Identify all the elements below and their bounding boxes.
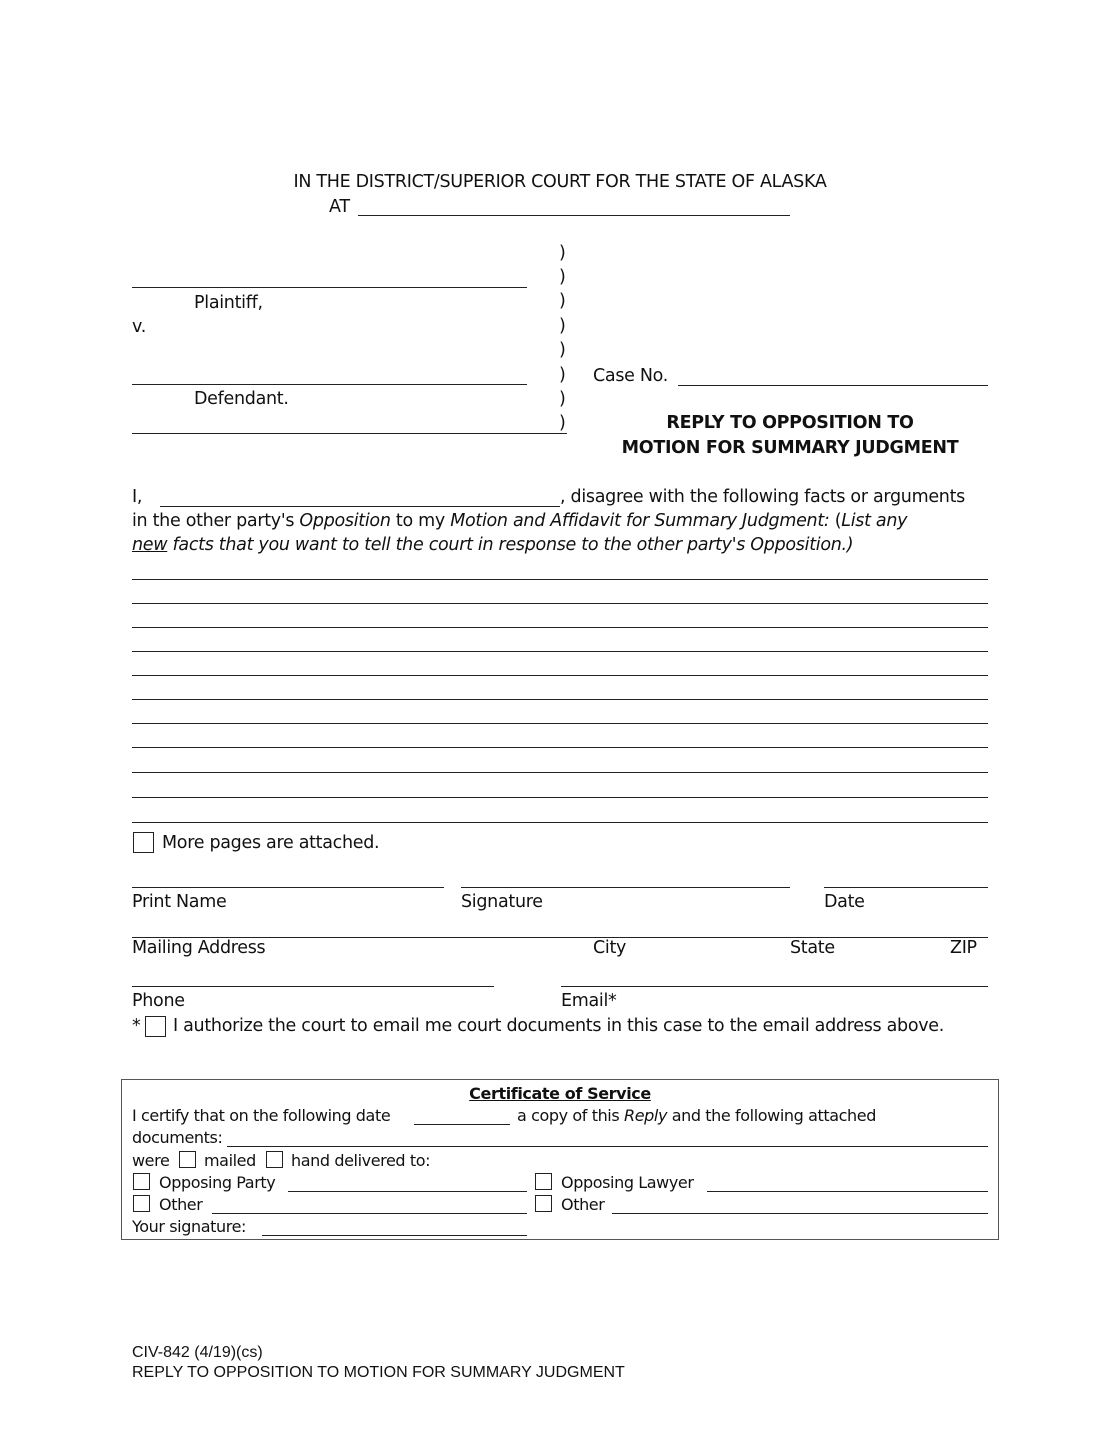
- certificate-title: Certificate of Service: [469, 1084, 651, 1103]
- city-label: City: [593, 938, 627, 958]
- email-label: Email*: [561, 991, 617, 1011]
- facts-line[interactable]: [132, 651, 988, 652]
- defendant-name-field[interactable]: [132, 384, 527, 385]
- instructions-line2: in the other party's Opposition to my Motion and Affidavit for Summary Judgment: (List any: [132, 511, 908, 531]
- opposing-lawyer-field[interactable]: [707, 1191, 988, 1192]
- plaintiff-name-field[interactable]: [132, 287, 527, 288]
- signature-field[interactable]: [461, 887, 790, 888]
- mailed-label: mailed: [204, 1151, 256, 1170]
- paren: ): [559, 316, 566, 336]
- email-field[interactable]: [561, 986, 988, 987]
- defendant-label: Defendant.: [194, 389, 289, 409]
- form-number: CIV-842 (4/19)(cs): [132, 1344, 263, 1361]
- paren: ): [559, 267, 566, 287]
- your-signature-label: Your signature:: [132, 1217, 247, 1236]
- opposing-lawyer-checkbox[interactable]: [535, 1173, 552, 1190]
- intro-prefix: I,: [132, 487, 143, 507]
- at-label: AT: [329, 197, 350, 217]
- facts-line[interactable]: [132, 627, 988, 628]
- other-left-checkbox[interactable]: [133, 1195, 150, 1212]
- phone-field[interactable]: [132, 986, 494, 987]
- facts-line[interactable]: [132, 747, 988, 748]
- more-pages-label: More pages are attached.: [162, 833, 380, 853]
- documents-field[interactable]: [227, 1146, 988, 1147]
- declarant-name-field[interactable]: [160, 506, 560, 507]
- facts-line[interactable]: [132, 723, 988, 724]
- signature-label: Signature: [461, 892, 543, 912]
- paren: ): [559, 340, 566, 360]
- hand-delivered-label: hand delivered to:: [291, 1151, 431, 1170]
- versus-label: v.: [132, 317, 146, 337]
- certify-text-a: I certify that on the following date: [132, 1106, 391, 1125]
- opposing-party-checkbox[interactable]: [133, 1173, 150, 1190]
- other-right-checkbox[interactable]: [535, 1195, 552, 1212]
- caption-bottom-rule: [132, 433, 567, 434]
- instructions-line3: new facts that you want to tell the court in response to the other party's Opposition.): [132, 535, 854, 555]
- facts-line[interactable]: [132, 797, 988, 798]
- paren: ): [559, 389, 566, 409]
- more-pages-checkbox[interactable]: [133, 832, 154, 853]
- date-label: Date: [824, 892, 865, 912]
- facts-line[interactable]: [132, 675, 988, 676]
- form-title-footer: REPLY TO OPPOSITION TO MOTION FOR SUMMARY JUDGMENT: [132, 1364, 625, 1381]
- other-left-field[interactable]: [212, 1213, 527, 1214]
- zip-label: ZIP: [950, 938, 977, 958]
- paren: ): [559, 365, 566, 385]
- print-name-label: Print Name: [132, 892, 227, 912]
- opposing-party-field[interactable]: [288, 1191, 527, 1192]
- facts-line[interactable]: [132, 603, 988, 604]
- documents-label: documents:: [132, 1128, 223, 1147]
- facts-line[interactable]: [132, 772, 988, 773]
- print-name-field[interactable]: [132, 887, 444, 888]
- intro-suffix: , disagree with the following facts or arguments: [560, 487, 965, 507]
- facts-line[interactable]: [132, 699, 988, 700]
- asterisk: *: [132, 1016, 141, 1036]
- email-authorize-checkbox[interactable]: [145, 1016, 166, 1037]
- your-signature-field[interactable]: [262, 1235, 527, 1236]
- other-right-field[interactable]: [612, 1213, 988, 1214]
- email-authorize-label: I authorize the court to email me court documents in this case to the email address above.: [173, 1016, 945, 1036]
- paren: ): [559, 413, 566, 433]
- facts-line[interactable]: [132, 822, 988, 823]
- mailed-checkbox[interactable]: [179, 1151, 196, 1168]
- plaintiff-label: Plaintiff,: [194, 293, 263, 313]
- court-heading: IN THE DISTRICT/SUPERIOR COURT FOR THE STATE OF ALASKA: [293, 172, 827, 192]
- location-field[interactable]: [358, 215, 790, 216]
- mailing-address-label: Mailing Address: [132, 938, 266, 958]
- opposing-lawyer-label: Opposing Lawyer: [561, 1173, 694, 1192]
- date-field[interactable]: [824, 887, 988, 888]
- hand-delivered-checkbox[interactable]: [266, 1151, 283, 1168]
- case-no-label: Case No.: [593, 366, 669, 386]
- paren: ): [559, 291, 566, 311]
- other-left-label: Other: [159, 1195, 203, 1214]
- were-label: were: [132, 1151, 170, 1170]
- document-title-line1: REPLY TO OPPOSITION TO: [666, 413, 914, 433]
- certify-text-b: a copy of this Reply and the following attached: [517, 1106, 876, 1125]
- service-date-field[interactable]: [414, 1124, 510, 1125]
- other-right-label: Other: [561, 1195, 605, 1214]
- paren: ): [559, 243, 566, 263]
- case-no-field[interactable]: [678, 385, 988, 386]
- phone-label: Phone: [132, 991, 185, 1011]
- state-label: State: [790, 938, 835, 958]
- opposing-party-label: Opposing Party: [159, 1173, 276, 1192]
- facts-line[interactable]: [132, 579, 988, 580]
- document-title-line2: MOTION FOR SUMMARY JUDGMENT: [621, 438, 959, 458]
